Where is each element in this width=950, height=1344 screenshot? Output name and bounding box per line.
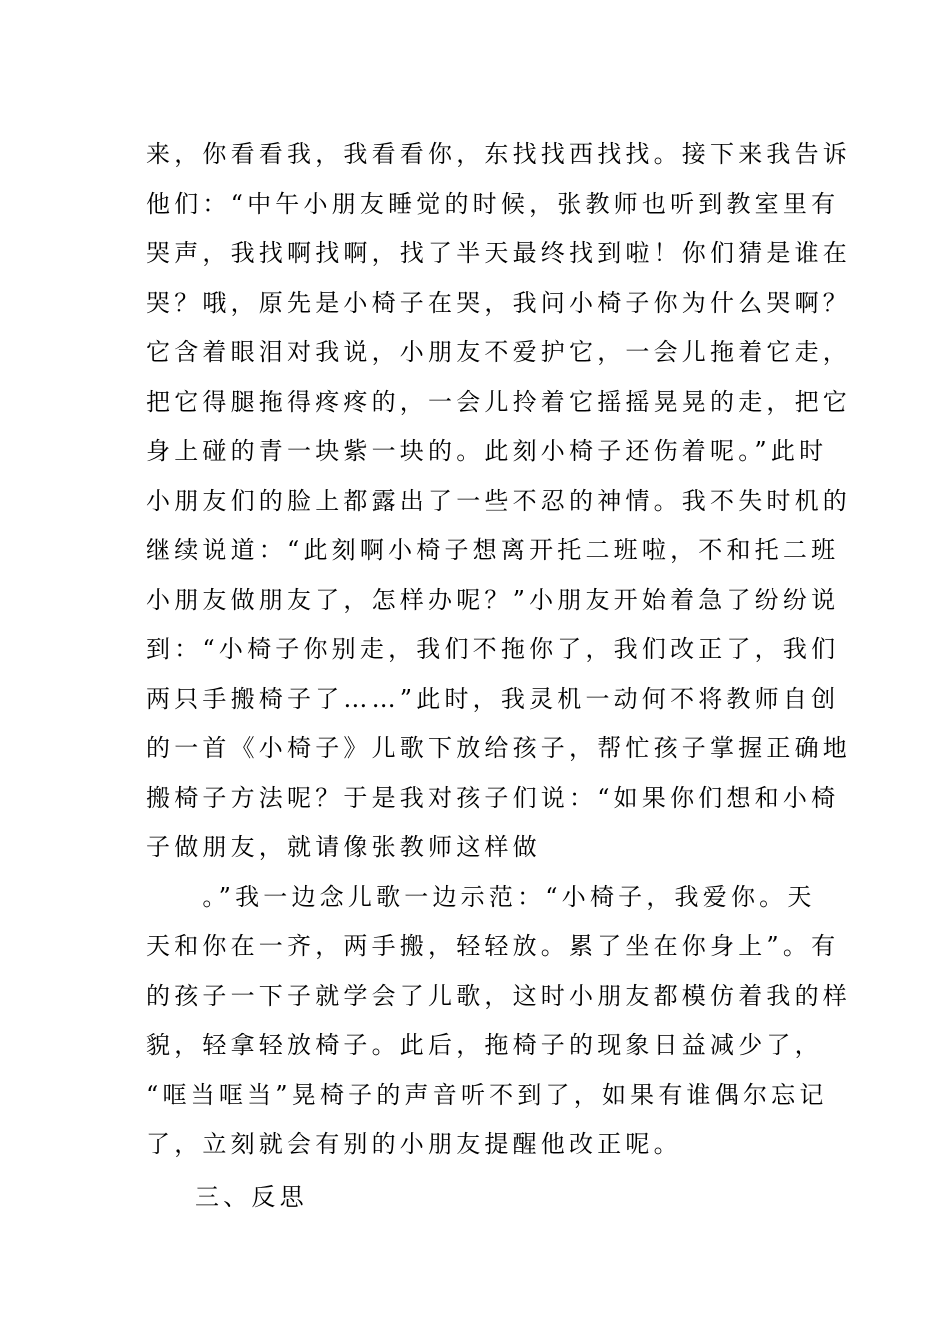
text-line: 身上碰的青一块紫一块的。此刻小椅子还伤着呢。”此时 xyxy=(146,437,828,465)
text-line: 两只手搬椅子了……”此时，我灵机一动何不将教师自创 xyxy=(146,684,840,713)
text-line: 搬椅子方法呢？于是我对孩子们说：“如果你们想和小椅 xyxy=(146,783,840,812)
text-line: 到：“小椅子你别走，我们不拖你了，我们改正了，我们 xyxy=(146,635,840,663)
text-line: 。”我一边念儿歌一边示范：“小椅子，我爱你。天 xyxy=(146,882,816,911)
text-line: 继续说道：“此刻啊小椅子想离开托二班啦，不和托二班 xyxy=(146,536,840,564)
text-line: 哭？哦，原先是小椅子在哭，我问小椅子你为什么哭啊？ xyxy=(146,288,851,317)
text-line: 哭声，我找啊找啊，找了半天最终找到啦！你们猜是谁在 xyxy=(146,239,851,267)
text-line: 它含着眼泪对我说，小朋友不爱护它，一会儿拖着它走， xyxy=(146,338,851,366)
text-line: 貌，轻拿轻放椅子。此后，拖椅子的现象日益减少了， xyxy=(146,1031,823,1059)
text-line: 天和你在一齐，两手搬，轻轻放。累了坐在你身上”。有 xyxy=(146,932,840,960)
text-line: 子做朋友，就请像张教师这样做 xyxy=(146,833,541,861)
text-line: 来，你看看我，我看看你，东找找西找找。接下来我告诉 xyxy=(146,140,851,168)
body-text xyxy=(146,130,851,1170)
text-line: 小朋友们的脸上都露出了一些不忍的神情。我不失时机的 xyxy=(146,486,851,515)
text-line: 他们：“中午小朋友睡觉的时候，张教师也听到教室里有 xyxy=(146,189,840,218)
section-heading: 三、反思 xyxy=(195,1183,308,1211)
text-line: 的孩子一下子就学会了儿歌，这时小朋友都模仿着我的样 xyxy=(146,981,851,1010)
text-line: 的一首《小椅子》儿歌下放给孩子，帮忙孩子掌握正确地 xyxy=(146,734,851,762)
text-line: 把它得腿拖得疼疼的，一会儿拎着它摇摇晃晃的走，把它 xyxy=(146,387,851,416)
text-line: “哐当哐当”晃椅子的声音听不到了，如果有谁偶尔忘记 xyxy=(146,1080,828,1109)
text-line: 小朋友做朋友了，怎样办呢？”小朋友开始着急了纷纷说 xyxy=(146,585,840,614)
text-line: 了，立刻就会有别的小朋友提醒他改正呢。 xyxy=(146,1130,682,1158)
